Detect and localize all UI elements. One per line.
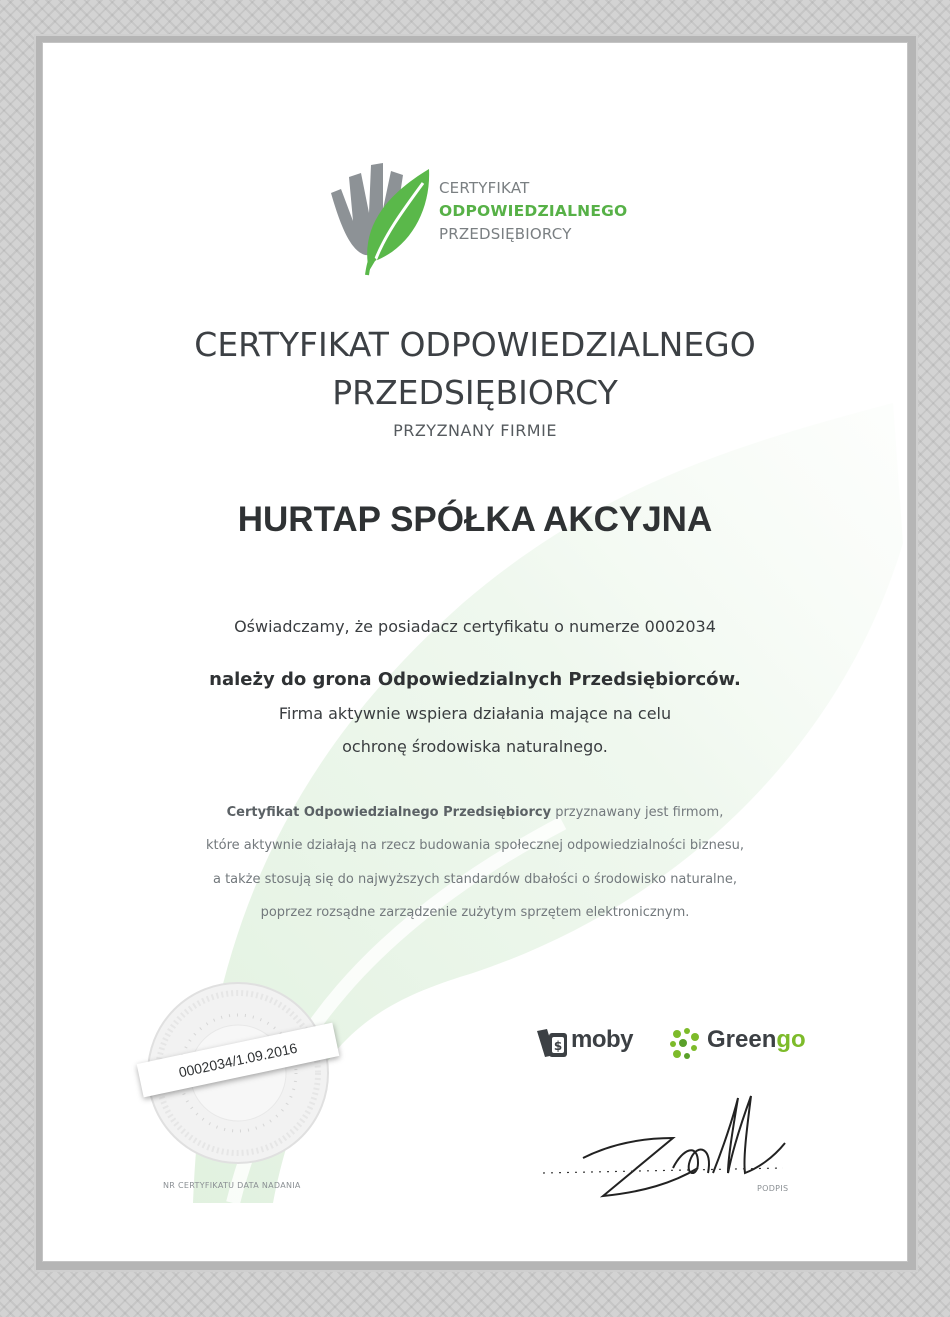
description-line4: poprzez rozsądne zarządzenie zużytym sprzętem elektronicznym.	[260, 905, 690, 920]
signature-caption: PODPIS	[757, 1184, 789, 1193]
description-line1-rest: przyznawany jest firmom,	[551, 805, 724, 820]
description-line1	[43, 805, 907, 820]
certificate-subtitle: PRZYZNANY FIRMIE	[393, 421, 557, 440]
description-line3: a także stosują się do najwyższych standardów dbałości o środowisko naturalne,	[212, 872, 738, 887]
greengo-logo-icon	[667, 1026, 705, 1062]
certificate-body	[42, 42, 908, 1262]
certificate-number-stamp: 0002034/1.09.2016	[137, 1023, 340, 1098]
greengo-logo-text-part2: go	[776, 1026, 806, 1053]
svg-text:$: $	[553, 1039, 563, 1053]
logo-text-line2: ODPOWIEDZIALNEGO	[439, 202, 628, 220]
description-line1-bold: Certyfikat Odpowiedzialnego Przedsiębiorcy	[226, 805, 552, 820]
support-text-line1: Firma aktywnie wspiera działania mające na celu	[278, 704, 672, 723]
company-name: HURTAP SPÓŁKA AKCYJNA	[237, 500, 713, 539]
description-line2: które aktywnie działają na rzecz budowania społecznej odpowiedzialności biznesu,	[205, 838, 744, 853]
certificate-title-line2: PRZEDSIĘBIORCY	[332, 373, 618, 412]
statement-text: Oświadczamy, że posiadacz certyfikatu o numerze 0002034	[234, 617, 716, 636]
certificate-title-line1: CERTYFIKAT ODPOWIEDZIALNEGO	[194, 325, 756, 364]
greengo-logo-text	[707, 1026, 806, 1054]
logo-text-line1: CERTYFIKAT	[439, 179, 530, 197]
greengo-logo-text-part1: Green	[707, 1026, 777, 1053]
membership-text: należy do grona Odpowiedzialnych Przedsiębiorców.	[209, 669, 741, 690]
logo-text-line3: PRZEDSIĘBIORCY	[439, 225, 572, 243]
moby-logo-icon	[535, 1025, 571, 1061]
hand-leaf-logo-icon	[319, 143, 439, 283]
certificate-number-caption: NR CERTYFIKATU DATA NADANIA	[163, 1181, 301, 1190]
support-text-line2: ochronę środowiska naturalnego.	[342, 737, 608, 756]
moby-logo-text: moby	[571, 1026, 634, 1053]
